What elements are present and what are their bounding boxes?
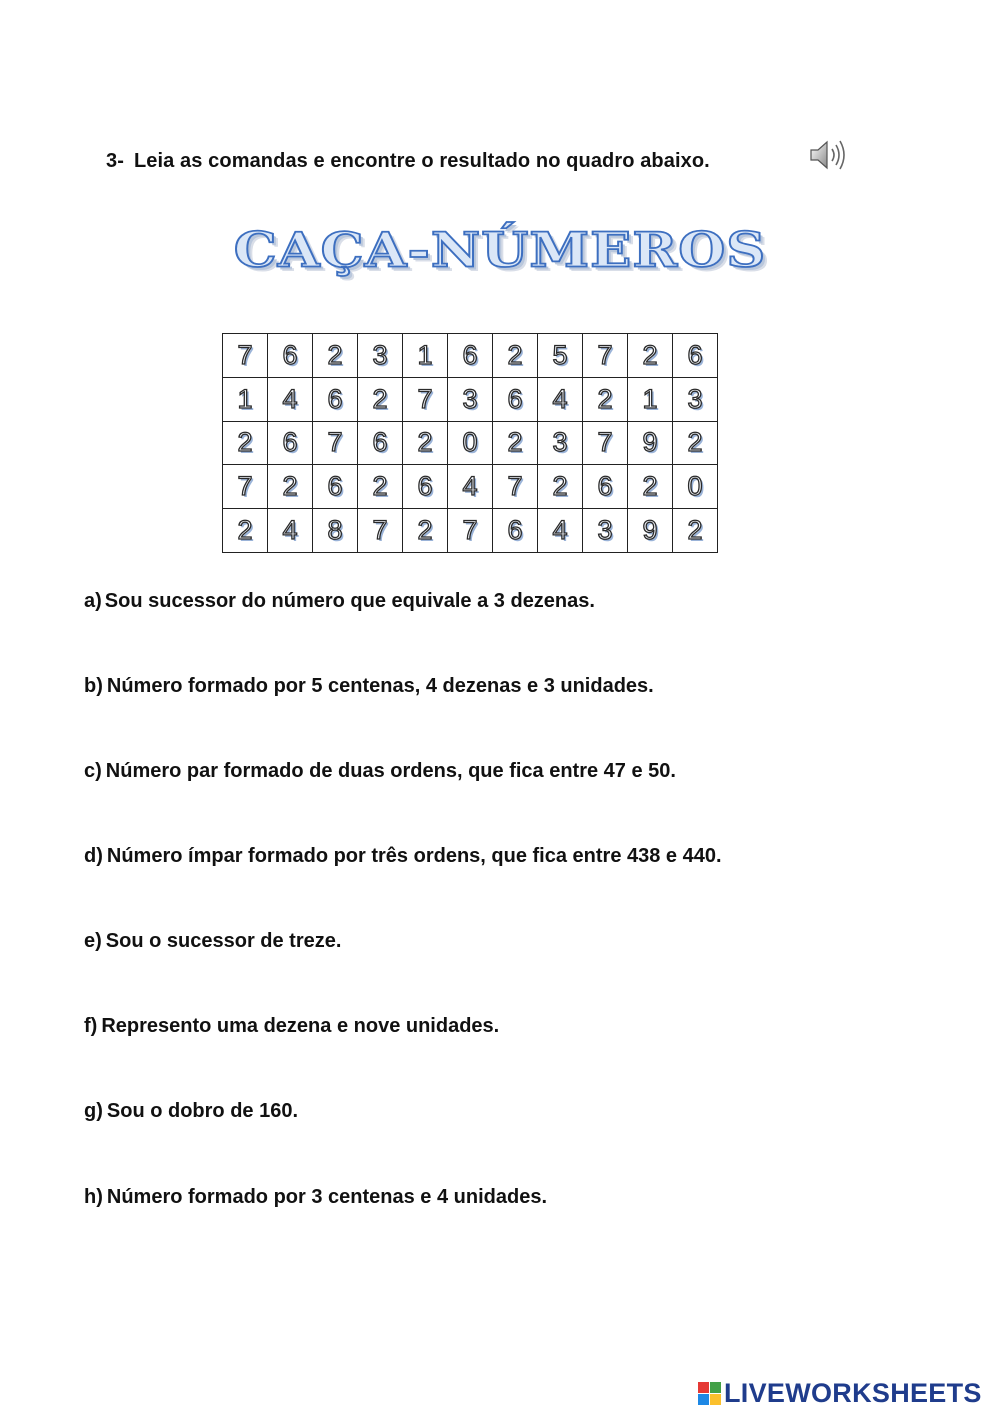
- grid-cell[interactable]: 6: [268, 334, 313, 378]
- grid-cell[interactable]: 3: [583, 509, 628, 553]
- footer-brand[interactable]: [698, 1378, 982, 1409]
- instruction-number: 3-: [106, 150, 124, 172]
- grid-cell[interactable]: 7: [583, 334, 628, 378]
- grid-cell[interactable]: 6: [358, 421, 403, 465]
- question-letter: h): [84, 1186, 103, 1208]
- grid-cell[interactable]: 7: [493, 465, 538, 509]
- grid-cell[interactable]: 2: [403, 421, 448, 465]
- grid-cell[interactable]: 2: [313, 334, 358, 378]
- grid-row: [223, 421, 718, 465]
- number-grid: [222, 333, 718, 553]
- grid-cell[interactable]: 2: [673, 421, 718, 465]
- grid-cell[interactable]: 4: [268, 377, 313, 421]
- question-text: Sou o dobro de 160.: [106, 1100, 299, 1122]
- question-letter: b): [84, 675, 103, 697]
- grid-cell[interactable]: 7: [358, 509, 403, 553]
- question-letter: e): [84, 930, 102, 952]
- grid-cell[interactable]: 1: [223, 377, 268, 421]
- grid-cell[interactable]: 2: [628, 334, 673, 378]
- question-letter: a): [84, 590, 102, 612]
- question-a: [84, 590, 595, 613]
- grid-cell[interactable]: 2: [493, 421, 538, 465]
- grid-cell[interactable]: 7: [223, 465, 268, 509]
- instruction-text: Leia as comandas e encontre o resultado no quadro abaixo.: [133, 150, 710, 172]
- grid-cell[interactable]: 2: [358, 377, 403, 421]
- grid-cell[interactable]: 4: [448, 465, 493, 509]
- grid-cell[interactable]: 2: [583, 377, 628, 421]
- grid-cell[interactable]: 6: [493, 377, 538, 421]
- question-text: Número formado por 3 centenas e 4 unidades.: [106, 1186, 547, 1208]
- question-g: [84, 1100, 298, 1123]
- grid-cell[interactable]: 6: [313, 377, 358, 421]
- question-text: Número ímpar formado por três ordens, que fica entre 438 e 440.: [106, 845, 722, 867]
- grid-cell[interactable]: 2: [538, 465, 583, 509]
- grid-cell[interactable]: 7: [403, 377, 448, 421]
- grid-cell[interactable]: 9: [628, 421, 673, 465]
- grid-cell[interactable]: 6: [313, 465, 358, 509]
- grid-cell[interactable]: 7: [448, 509, 493, 553]
- grid-cell[interactable]: 6: [448, 334, 493, 378]
- liveworksheets-logo-icon: [698, 1382, 722, 1406]
- grid-cell[interactable]: 6: [268, 421, 313, 465]
- grid-cell[interactable]: 3: [673, 377, 718, 421]
- question-text: Número par formado de duas ordens, que fica entre 47 e 50.: [105, 760, 676, 782]
- question-c: [84, 760, 676, 783]
- grid-cell[interactable]: 6: [403, 465, 448, 509]
- question-text: Sou sucessor do número que equivale a 3 dezenas.: [104, 590, 595, 612]
- grid-cell[interactable]: 2: [268, 465, 313, 509]
- question-letter: g): [84, 1100, 103, 1122]
- grid-cell[interactable]: 2: [628, 465, 673, 509]
- question-text: Sou o sucessor de treze.: [105, 930, 342, 952]
- grid-cell[interactable]: 2: [673, 509, 718, 553]
- question-b: [84, 675, 654, 698]
- grid-row: [223, 465, 718, 509]
- grid-cell[interactable]: 0: [448, 421, 493, 465]
- brand-name: LIVEWORKSHEETS: [724, 1378, 982, 1408]
- grid-cell[interactable]: 6: [493, 509, 538, 553]
- question-text: Número formado por 5 centenas, 4 dezenas e 3 unidades.: [106, 675, 654, 697]
- question-text: Represento uma dezena e nove unidades.: [101, 1015, 500, 1037]
- grid-cell[interactable]: 4: [268, 509, 313, 553]
- instruction: [106, 150, 710, 173]
- grid-cell[interactable]: 2: [223, 421, 268, 465]
- speaker-icon[interactable]: [808, 138, 848, 172]
- grid-cell[interactable]: 7: [223, 334, 268, 378]
- page-title: CAÇA-NÚMEROS: [233, 221, 767, 279]
- grid-cell[interactable]: 6: [673, 334, 718, 378]
- grid-cell[interactable]: 9: [628, 509, 673, 553]
- question-letter: f): [84, 1015, 98, 1037]
- question-letter: d): [84, 845, 103, 867]
- question-letter: c): [84, 760, 102, 782]
- grid-cell[interactable]: 4: [538, 509, 583, 553]
- grid-cell[interactable]: 1: [403, 334, 448, 378]
- grid-cell[interactable]: 2: [403, 509, 448, 553]
- grid-cell[interactable]: 1: [628, 377, 673, 421]
- grid-cell[interactable]: 8: [313, 509, 358, 553]
- grid-row: [223, 334, 718, 378]
- grid-cell[interactable]: 5: [538, 334, 583, 378]
- grid-row: [223, 377, 718, 421]
- grid-cell[interactable]: 7: [583, 421, 628, 465]
- question-d: [84, 845, 722, 868]
- grid-cell[interactable]: 7: [313, 421, 358, 465]
- grid-row: [223, 509, 718, 553]
- grid-cell[interactable]: 2: [493, 334, 538, 378]
- grid-cell[interactable]: 6: [583, 465, 628, 509]
- grid-cell[interactable]: 3: [448, 377, 493, 421]
- grid-cell[interactable]: 2: [358, 465, 403, 509]
- grid-cell[interactable]: 3: [358, 334, 403, 378]
- question-h: [84, 1186, 547, 1209]
- grid-cell[interactable]: 0: [673, 465, 718, 509]
- grid-cell[interactable]: 2: [223, 509, 268, 553]
- question-f: [84, 1015, 499, 1038]
- question-e: [84, 930, 341, 953]
- grid-cell[interactable]: 4: [538, 377, 583, 421]
- grid-cell[interactable]: 3: [538, 421, 583, 465]
